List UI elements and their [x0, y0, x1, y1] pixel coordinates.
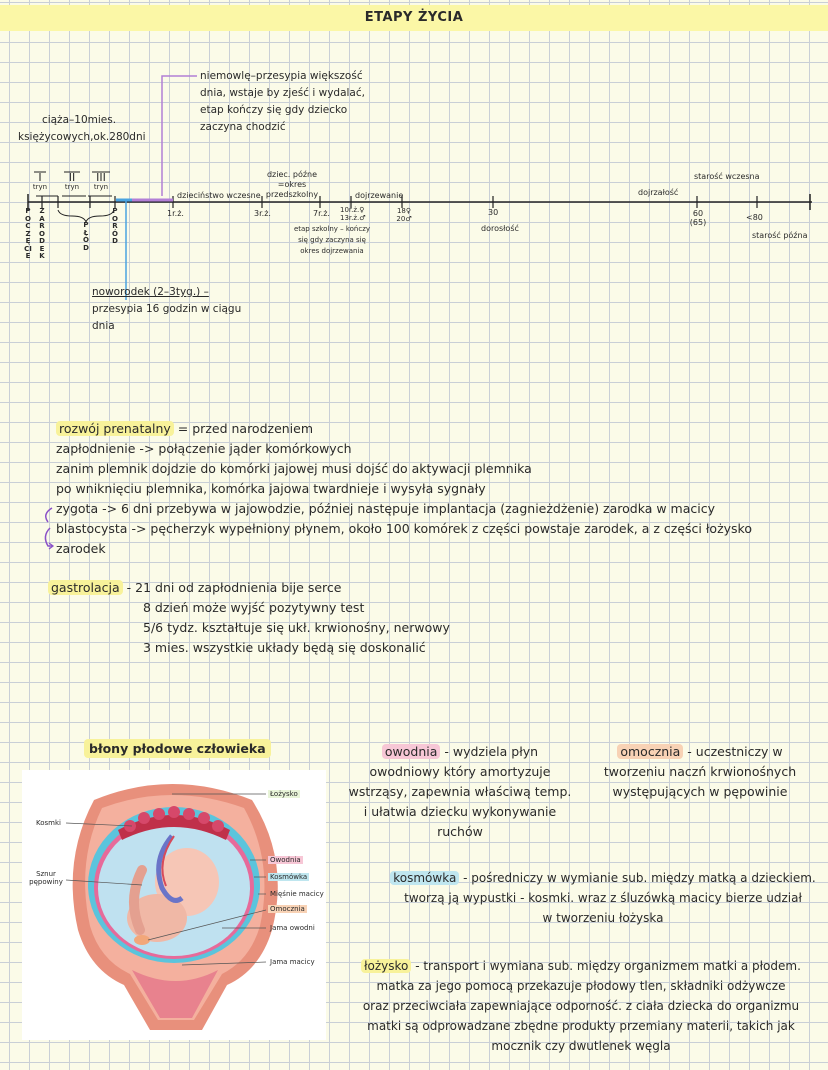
- label-cord: Sznur pępowiny: [29, 870, 63, 886]
- prenatal-line: zapłodnienie -> połączenie jąder komórkowych: [56, 441, 352, 456]
- sequence-arrow-icon: [38, 500, 58, 560]
- tick-60: 60 (65): [689, 209, 707, 227]
- conception-label: POCZĘCIE: [24, 207, 32, 260]
- tick-10: 10r.ż.♀ 13r.ż.♂: [340, 206, 366, 222]
- gastrulation-first-line: gastrolacja - 21 dni od zapłodnienia bije serce: [48, 578, 341, 598]
- fetal-membranes-diagram: [22, 770, 326, 1040]
- tick-1: 1r.ż.: [167, 209, 184, 218]
- tick-80: <80: [746, 213, 763, 222]
- early-old-age-label: starość wczesna: [694, 172, 760, 181]
- chorion-note: kosmówka - pośredniczy w wymianie sub. między matką a dzieckiem. tworzą ją wypustki - kosmki. wraz z śluzówką macicy bierze udział w tworzeniu łożyska: [382, 868, 824, 928]
- prenatal-line: zarodek: [56, 541, 106, 556]
- tick-3: 3r.ż.: [254, 209, 271, 218]
- fetus-label: PŁÓD: [83, 221, 89, 252]
- label-allantois: Omocznia: [270, 905, 305, 913]
- adulthood-label: dojrzałość: [638, 188, 679, 197]
- early-childhood-label: dzieciństwo wczesne: [177, 191, 261, 200]
- label-chorion: Kosmówka: [270, 873, 308, 881]
- trimester-2: II tryn: [64, 171, 80, 191]
- late-childhood-label: dziec. późne =okres przedszkolny: [265, 170, 319, 199]
- school-note: etap szkolny – kończy się gdy zaczyna się okres dojrzewania: [293, 225, 371, 255]
- tick-18: 18♀ 20♂: [396, 207, 412, 223]
- label-muscles: Mięśnie macicy: [270, 890, 324, 898]
- label-placenta: Łożysko: [270, 790, 298, 798]
- trimester-1: I tryn: [32, 171, 48, 191]
- adult-label: dorosłość: [481, 224, 519, 233]
- embryo-label: ZARODEK: [39, 207, 45, 260]
- tick-30: 30: [488, 208, 499, 217]
- prenatal-heading: rozwój prenatalny: [56, 421, 174, 436]
- timeline-lines: [0, 0, 828, 330]
- gastrulation-lines: 8 dzień może wyjść pozytywny test 5/6 tydz. kształtuje się ukł. krwionośny, nerwowy 3 mies. wszystkie układy będą się doskonalić: [143, 600, 450, 655]
- label-villi: Kosmki: [36, 819, 61, 827]
- placenta-note: łożysko - transport i wymiana sub. między organizmem matki a płodem. matka za jego pomocą przekazuje płodowy tlen, składniki odżywcze oraz przeciwciała zapewniające odporność. z ciała dziecka do organizmu matki są odprowadzane zbędne produkty przemiany materii, takich jak mocznik czy dwutlenek węgla: [362, 959, 801, 1053]
- allantois-term: omocznia: [617, 744, 683, 759]
- tick-7: 7r.ż.: [313, 209, 330, 218]
- allantois-note: omocznia - uczestniczy w tworzeniu naczń krwionośnych występujących w pępowinie: [603, 744, 797, 799]
- chorion-term: kosmówka: [390, 871, 459, 885]
- infant-note: niemowlę–przesypia większość dnia, wstaje by zjeść i wydalać, etap kończy się gdy dziecko zaczyna chodzić: [200, 70, 365, 133]
- prenatal-section: rozwój prenatalny = przed narodzeniem zapłodnienie -> połączenie jąder komórkowych zanim plemnik dojdzie do komórki jajowej musi dojść do aktywacji plemnika po wniknięciu plemnika, komórka jajowa twardnieje i wysyła sygnały zygota -> 6 dni przebywa w jajowodzie, później następuje implantacja (zagnieżdżenie) zarodka w macicy blastocysta -> pęcherzyk wypełniony płynem, około 100 komórek z części powstaje zarodek, a z części łożysko zarodek: [56, 419, 752, 559]
- prenatal-line: zygota -> 6 dni przebywa w jajowodzie, później następuje implantacja (zagnieżdżenie) zarodka w macicy: [56, 501, 716, 516]
- label-amniotic-cavity: Jama owodni: [270, 924, 315, 932]
- prenatal-line: zanim plemnik dojdzie do komórki jajowej musi dojść do aktywacji plemnika: [56, 461, 532, 476]
- prenatal-line: blastocysta -> pęcherzyk wypełniony płynem, około 100 komórek z części powstaje zarodek, a z części łożysko: [56, 521, 752, 536]
- newborn-note: noworodek (2–3tyg.) – przesypia 16 godzin w ciągu dnia: [92, 286, 242, 332]
- membranes-heading: błony płodowe człowieka: [84, 739, 271, 759]
- late-old-age-label: starość późna: [752, 231, 808, 240]
- amnion-note: owodnia - wydziela płyn owodniowy który amortyzuje wstrząsy, zapewnia właściwą temp. i ułatwia dziecku wykonywanie ruchów: [348, 744, 572, 839]
- label-uterine-cavity: Jama macicy: [270, 958, 315, 966]
- pregnancy-note: ciąża–10mies. księżycowych,ok.280dni: [18, 114, 146, 143]
- page-title: ETAPY ŻYCIA: [0, 5, 828, 31]
- prenatal-line: po wniknięciu plemnika, komórka jajowa twardnieje i wysyła sygnały: [56, 481, 486, 496]
- birth-label: PORÓD: [112, 207, 118, 245]
- trimester-3: III tryn: [93, 171, 109, 191]
- puberty-label: dojrzewanie: [355, 191, 404, 200]
- label-amnion: Owodnia: [270, 856, 301, 864]
- amnion-term: owodnia: [382, 744, 441, 759]
- placenta-term: łożysko: [361, 959, 411, 973]
- gastrulation-heading: gastrolacja: [48, 580, 123, 595]
